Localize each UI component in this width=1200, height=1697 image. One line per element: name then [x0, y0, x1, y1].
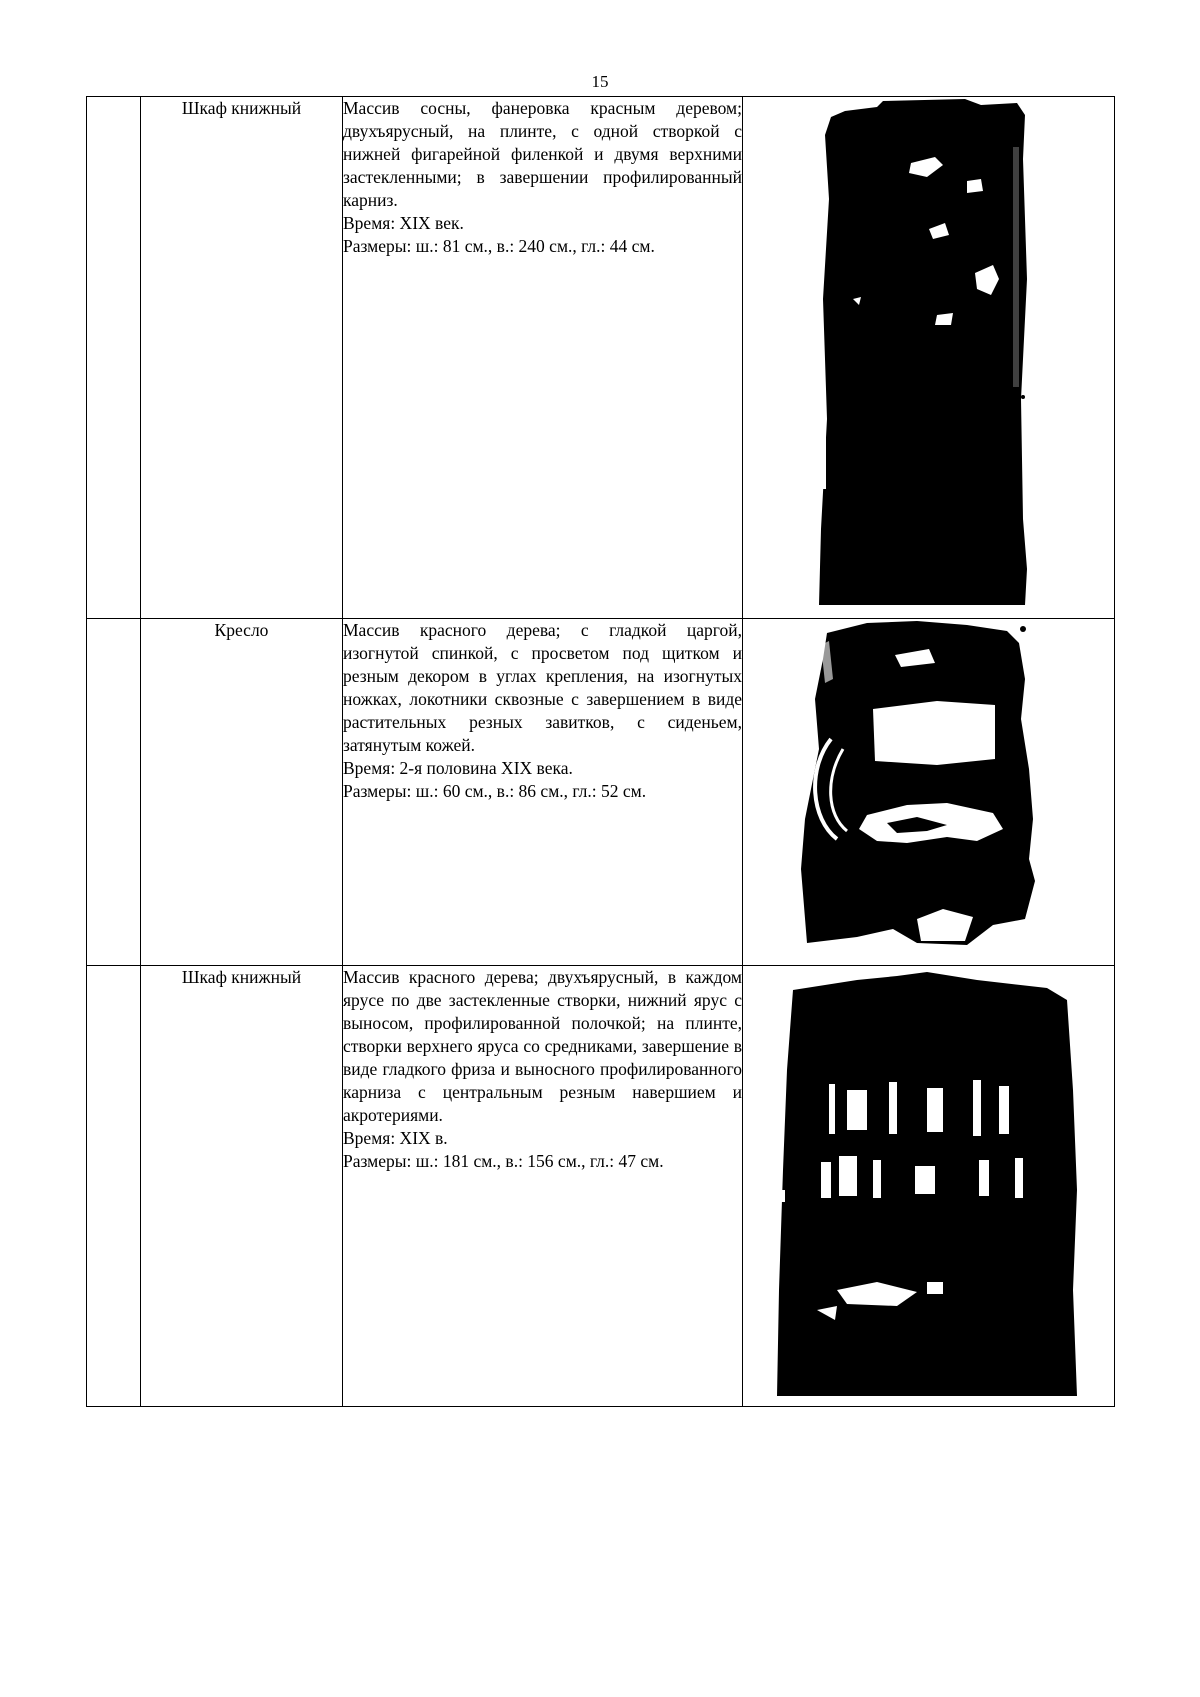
- bookcase-photo-icon: [817, 99, 1037, 605]
- description-text: Массив красного дерева; двухъярусный, в каждом ярусе по две застекленные створки, нижний ярус с выносом, профилированной полочкой; на плинте, створки верхнего яруса со средниками, завершение в виде гладкого фриза и выносного профилированного карниза с центральным резным навершием и акротериями.: [343, 967, 742, 1125]
- item-name: Кресло: [141, 619, 343, 966]
- item-description: [343, 97, 743, 619]
- dimensions-text: Размеры: ш.: 81 см., в.: 240 см., гл.: 44 см.: [343, 236, 655, 256]
- page-number: 15: [591, 72, 609, 91]
- dimensions-text: Размеры: ш.: 60 см., в.: 86 см., гл.: 52 см.: [343, 781, 647, 801]
- time-text: Время: XIX в.: [343, 1128, 448, 1148]
- number-cell: [87, 97, 141, 619]
- item-name: Шкаф книжный: [141, 97, 343, 619]
- photo-cell: [743, 966, 1115, 1407]
- dimensions-text: Размеры: ш.: 181 см., в.: 156 см., гл.: 47 см.: [343, 1151, 664, 1171]
- armchair-photo-icon: [797, 619, 1041, 949]
- item-description: [343, 619, 743, 966]
- table-row: [87, 97, 1115, 619]
- number-cell: [87, 966, 141, 1407]
- description-text: Массив красного дерева; с гладкой царгой, изогнутой спинкой, с просветом под щитком и резным декором в углах крепления, на изогнутых ножках, локотники сквозные с завершением в виде растительных резных завитков, с сиденьем, затянутым кожей.: [343, 620, 742, 755]
- photo-cell: [743, 619, 1115, 966]
- time-text: Время: XIX век.: [343, 213, 464, 233]
- number-cell: [87, 619, 141, 966]
- table-row: [87, 619, 1115, 966]
- item-description: [343, 966, 743, 1407]
- item-name: Шкаф книжный: [141, 966, 343, 1407]
- table-row: [87, 966, 1115, 1407]
- photo-cell: [743, 97, 1115, 619]
- bookcase-photo-icon: [777, 970, 1081, 1396]
- catalog-table: [86, 96, 1115, 1407]
- time-text: Время: 2-я половина XIX века.: [343, 758, 573, 778]
- description-text: Массив сосны, фанеровка красным деревом; двухъярусный, на плинте, с одной створкой с нижней фигарейной филенкой и двумя верхними застекленными; в завершении профилированный карниз.: [343, 98, 742, 210]
